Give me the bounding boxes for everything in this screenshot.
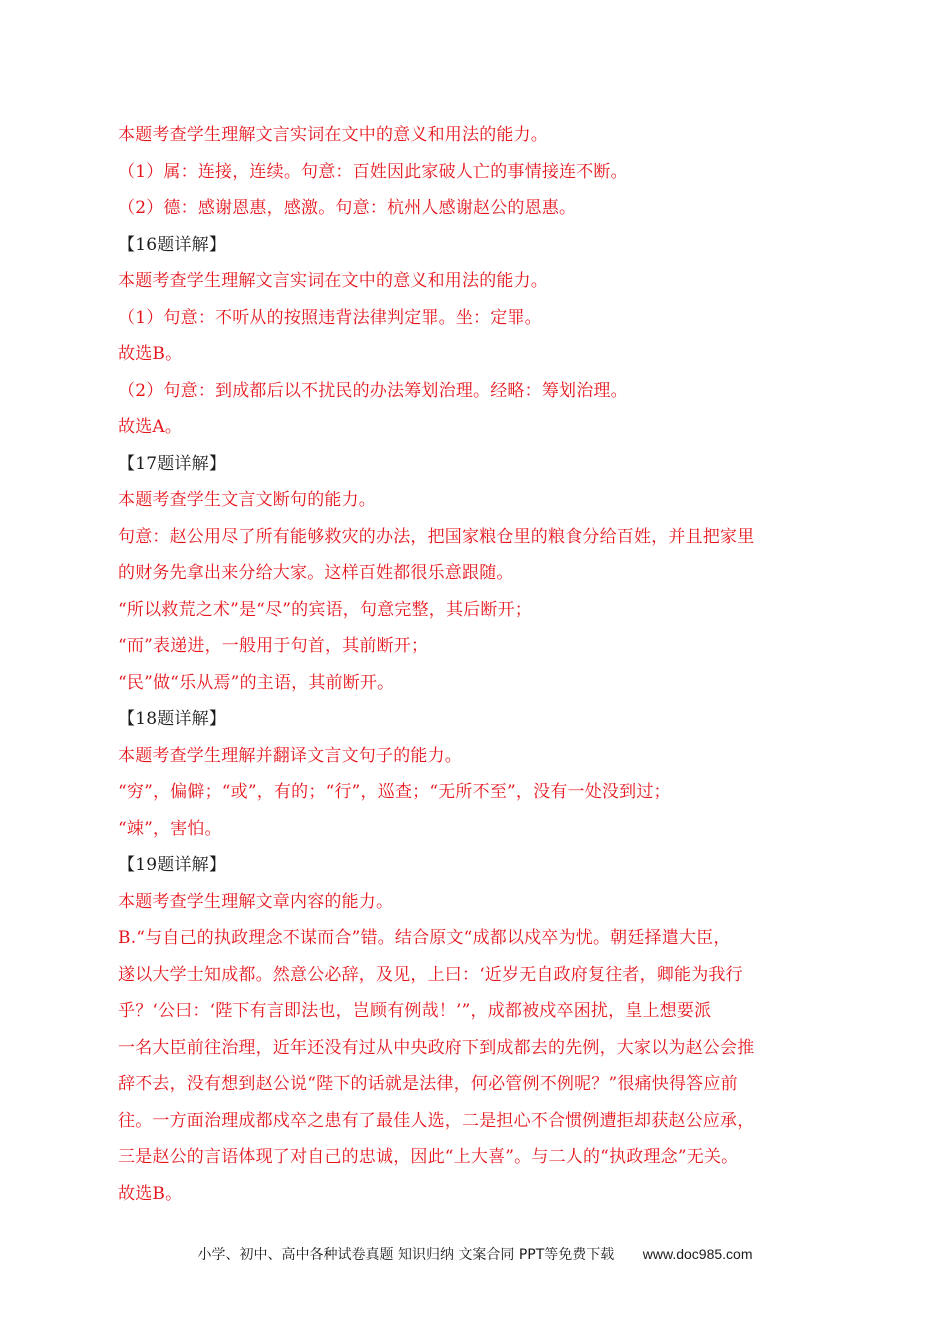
text-line: （1）属：连接，连续。句意：百姓因此家破人亡的事情接连不断。 xyxy=(118,161,628,182)
text-line: （1）句意：不听从的按照违背法律判定罪。坐：定罪。 xyxy=(118,307,542,328)
text-line: B.“与自己的执政理念不谋而合”错。结合原文“成都以戍卒为忧。朝廷择遣大臣， xyxy=(118,928,731,948)
text-line: 本题考查学生理解文言实词在文中的意义和用法的能力。 xyxy=(118,271,548,291)
section-heading-16: 【16题详解】 xyxy=(118,234,227,255)
text-line: 本题考查学生理解文章内容的能力。 xyxy=(118,891,394,912)
text-line: “所以救荒之术”是“尽”的宾语，句意完整，其后断开； xyxy=(118,599,532,620)
section-heading-17: 【17题详解】 xyxy=(118,453,227,474)
text-line: 辞不去，没有想到赵公说“陛下的话就是法律，何必管例不例呢？”很痛快得答应前 xyxy=(118,1074,738,1094)
footer-text: 小学、初中、高中各种试卷真题 知识归纳 文案合同 PPT等免费下载 xyxy=(197,1247,615,1263)
answer-explanation-body xyxy=(118,117,848,1212)
text-line: 故选B。 xyxy=(118,344,183,364)
text-line: “穷”，偏僻；“或”，有的；“行”，巡查；“无所不至”，没有一处没到过； xyxy=(118,782,671,802)
text-line: （2）句意：到成都后以不扰民的办法筹划治理。经略：筹划治理。 xyxy=(118,380,628,401)
text-line: 故选A。 xyxy=(118,417,183,437)
text-line: 故选B。 xyxy=(118,1183,183,1204)
text-line: 三是赵公的言语体现了对自己的忠诚，因此“上大喜”。与二人的“执政理念”无关。 xyxy=(118,1147,739,1167)
section-heading-18: 【18题详解】 xyxy=(118,709,227,729)
text-line: 往。一方面治理成都戍卒之患有了最佳人选，二是担心不合惯例遭拒却获赵公应承， xyxy=(118,1110,755,1131)
text-line: 本题考查学生文言文断句的能力。 xyxy=(118,490,376,510)
text-line: 的财务先拿出来分给大家。这样百姓都很乐意跟随。 xyxy=(118,563,514,583)
text-line: 句意：赵公用尽了所有能够救灾的办法，把国家粮仓里的粮食分给百姓，并且把家里 xyxy=(118,526,755,547)
text-line: 遂以大学士知成都。然意公必辞，及见，上曰：‘近岁无自政府复往者，卿能为我行 xyxy=(118,964,743,985)
page-footer xyxy=(0,1244,950,1264)
section-heading-19: 【19题详解】 xyxy=(118,855,227,875)
text-line: 一名大臣前往治理，近年还没有过从中央政府下到成都去的先例，大家以为赵公会推 xyxy=(118,1037,755,1058)
text-line: “而”表递进，一般用于句首，其前断开； xyxy=(118,636,429,656)
footer-url-link[interactable]: www.doc985.com xyxy=(642,1246,753,1262)
text-line: 本题考查学生理解并翻译文言文句子的能力。 xyxy=(118,745,462,766)
text-line: 本题考查学生理解文言实词在文中的意义和用法的能力。 xyxy=(118,125,548,145)
text-line: 乎？‘公曰：‘陛下有言即法也，岂顾有例哉！’”，成都被戍卒困扰，皇上想要派 xyxy=(118,1001,712,1021)
text-line: “民”做“乐从焉”的主语，其前断开。 xyxy=(118,672,395,693)
text-line: （2）德：感谢恩惠，感激。句意：杭州人感谢赵公的恩惠。 xyxy=(118,198,577,218)
text-line: “竦”，害怕。 xyxy=(118,818,222,839)
